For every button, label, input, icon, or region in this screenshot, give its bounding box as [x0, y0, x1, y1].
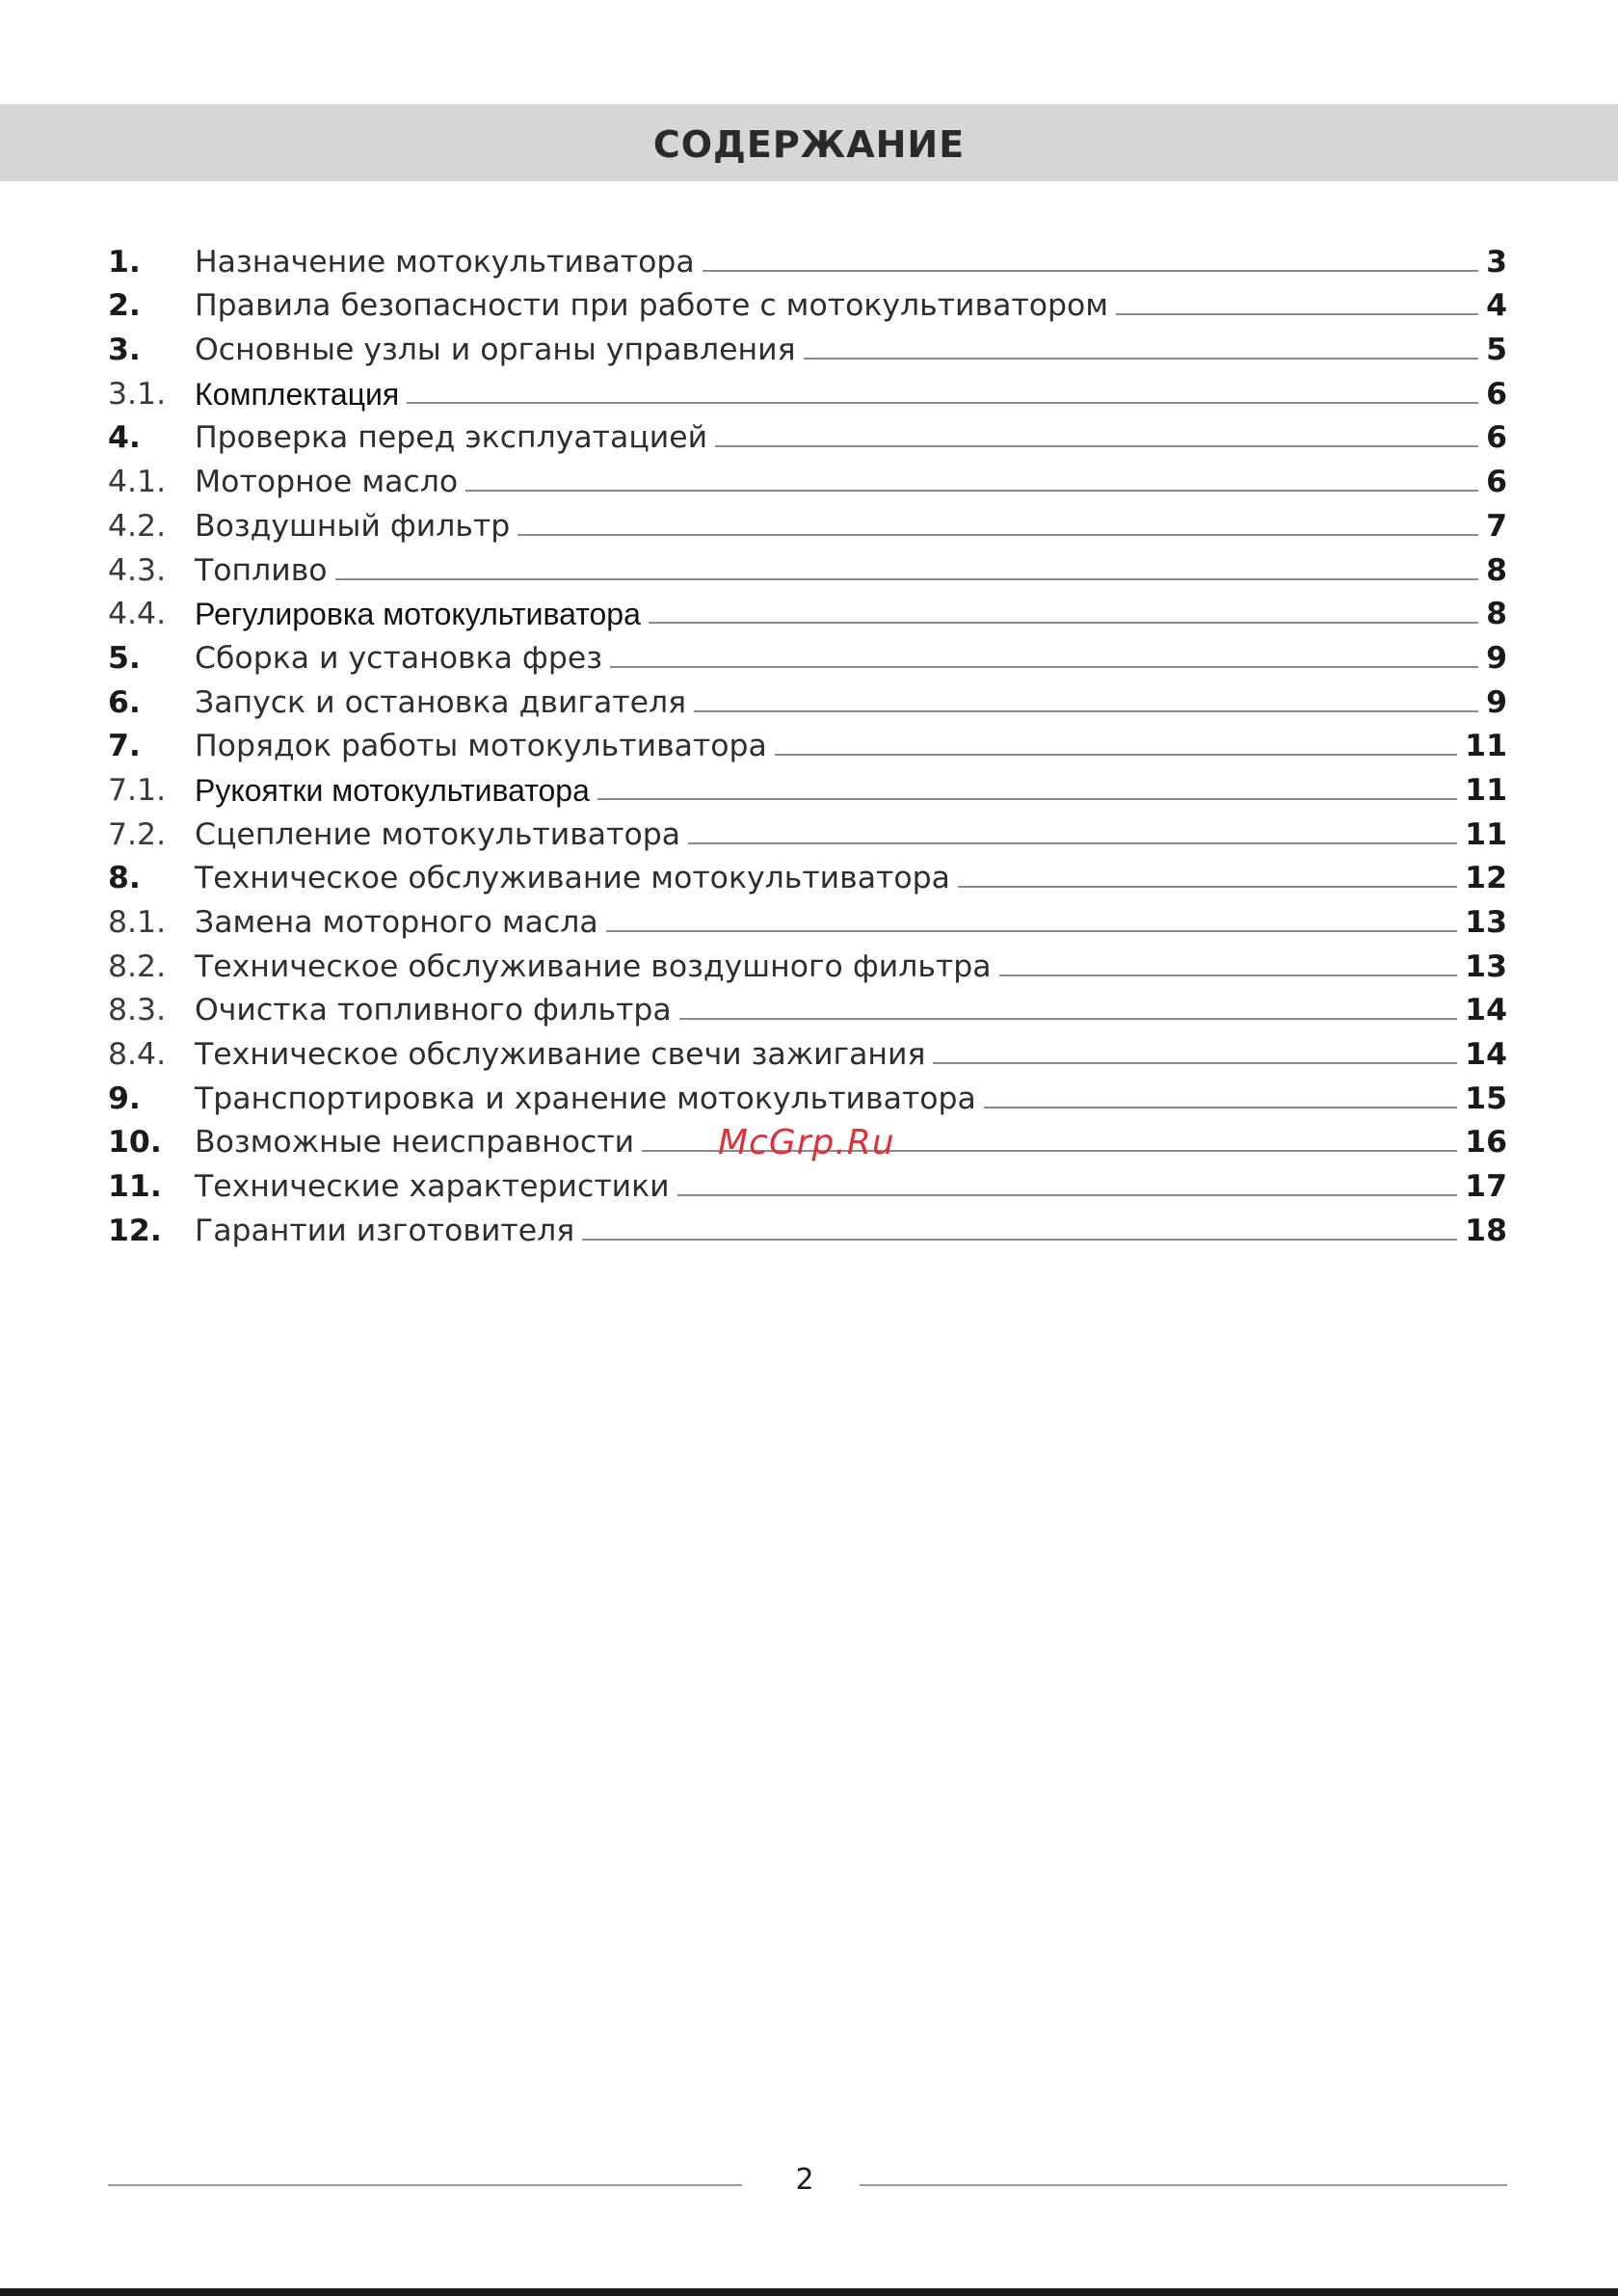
toc-entry-title: Основные узлы и органы управления	[195, 333, 796, 368]
toc-entry-number: 8.	[108, 861, 141, 896]
toc-entry[interactable]	[108, 325, 1507, 369]
toc-leader	[999, 974, 1458, 976]
toc-entry-title: Топливо	[195, 552, 328, 588]
toc-entry-number: 8.2.	[108, 948, 167, 984]
toc-leader	[703, 270, 1478, 272]
toc-leader	[933, 1062, 1457, 1064]
toc-entry[interactable]	[108, 1161, 1507, 1206]
toc-entry-number: 6.	[108, 684, 141, 720]
toc-entry-title: Запуск и остановка двигателя	[195, 684, 687, 720]
toc-entry-page: 6	[1486, 465, 1507, 500]
toc-entry[interactable]	[108, 1029, 1507, 1074]
toc-entry[interactable]	[108, 678, 1507, 722]
toc-leader	[465, 490, 1478, 492]
toc-entry-page: 9	[1486, 640, 1507, 676]
toc-entry-page: 17	[1465, 1169, 1507, 1205]
toc-entry-page: 6	[1486, 420, 1507, 456]
toc-entry-page: 7	[1486, 508, 1507, 544]
footer-rule-right	[860, 2184, 1507, 2186]
toc-entry-number: 3.1.	[108, 376, 167, 412]
toc-entry-title: Комплектация	[195, 376, 400, 412]
toc-leader	[1116, 313, 1478, 315]
toc-entry-number: 8.4.	[108, 1037, 167, 1073]
toc-entry-number: 4.3.	[108, 552, 167, 588]
toc-entry[interactable]	[108, 501, 1507, 546]
toc-entry-page: 8	[1486, 597, 1507, 632]
toc-entry-number: 8.1.	[108, 905, 167, 940]
toc-entry-title: Замена моторного масла	[195, 905, 598, 940]
toc-leader	[677, 1194, 1458, 1196]
toc-leader	[407, 402, 1478, 404]
page-number: 2	[795, 2163, 814, 2197]
toc-entry[interactable]	[108, 854, 1507, 898]
toc-entry-title: Техническое обслуживание мотокультиватора	[195, 861, 950, 896]
toc-entry-page: 6	[1486, 376, 1507, 412]
toc-entry-number: 4.2.	[108, 508, 167, 544]
toc-entry-title: Назначение мотокультиватора	[195, 244, 695, 280]
toc-entry-page: 15	[1465, 1081, 1507, 1116]
toc-entry[interactable]	[108, 633, 1507, 678]
toc-entry-title: Сцепление мотокультиватора	[195, 816, 681, 852]
toc-entry-number: 3.	[108, 333, 141, 368]
toc-entry-page: 14	[1465, 993, 1507, 1028]
header-band	[0, 104, 1618, 181]
toc-entry[interactable]	[108, 414, 1507, 458]
toc-entry-title: Рукоятки мотокультиватора	[195, 772, 590, 808]
toc-entry-title: Техническое обслуживание воздушного фильтра	[195, 948, 992, 984]
toc-entry-number: 1.	[108, 244, 141, 280]
toc-entry-number: 10.	[108, 1125, 162, 1161]
toc-entry-number: 9.	[108, 1081, 141, 1116]
toc-entry-page: 5	[1486, 333, 1507, 368]
toc-entry-page: 11	[1465, 772, 1507, 808]
toc-entry[interactable]	[108, 1074, 1507, 1118]
toc-entry-title: Правила безопасности при работе с мотокультиватором	[195, 288, 1109, 324]
toc-leader	[582, 1239, 1457, 1241]
toc-entry-page: 13	[1465, 948, 1507, 984]
toc-entry-page: 12	[1465, 861, 1507, 896]
toc-entry-title: Воздушный фильтр	[195, 508, 511, 544]
toc-entry[interactable]	[108, 722, 1507, 766]
toc-leader	[610, 666, 1478, 668]
toc-entry-title: Транспортировка и хранение мотокультиватора	[195, 1081, 976, 1116]
toc-entry-number: 7.2.	[108, 816, 167, 852]
bottom-edge-bar	[0, 2288, 1618, 2296]
toc-entry-number: 4.4.	[108, 597, 167, 632]
toc-entry-page: 9	[1486, 684, 1507, 720]
toc-leader	[984, 1107, 1457, 1108]
toc-leader	[688, 842, 1457, 844]
toc-leader	[606, 930, 1457, 932]
toc-entry-title: Порядок работы мотокультиватора	[195, 729, 767, 764]
watermark: McGrp.Ru	[718, 1123, 895, 1162]
toc-entry-page: 11	[1465, 816, 1507, 852]
toc-entry-page: 14	[1465, 1037, 1507, 1073]
toc-entry-page: 11	[1465, 729, 1507, 764]
toc-entry-title: Регулировка мотокультиватора	[195, 597, 641, 632]
toc-entry[interactable]	[108, 765, 1507, 810]
toc-entry-page: 8	[1486, 552, 1507, 588]
toc-entry[interactable]	[108, 281, 1507, 326]
toc-leader	[804, 358, 1479, 360]
page-title: СОДЕРЖАНИЕ	[652, 123, 966, 166]
toc-entry-page: 16	[1465, 1125, 1507, 1161]
toc-leader	[597, 798, 1457, 800]
toc-entry-number: 7.	[108, 729, 141, 764]
table-of-contents	[108, 237, 1507, 1250]
toc-leader	[649, 622, 1478, 624]
toc-entry[interactable]	[108, 897, 1507, 942]
toc-entry-title: Техническое обслуживание свечи зажигания	[195, 1037, 926, 1073]
toc-entry-title: Очистка топливного фильтра	[195, 993, 672, 1028]
toc-entry-title: Технические характеристики	[195, 1169, 670, 1205]
toc-entry-title: Проверка перед эксплуатацией	[195, 420, 708, 456]
toc-entry-title: Возможные неисправности	[195, 1125, 635, 1161]
toc-entry-number: 4.1.	[108, 465, 167, 500]
toc-entry-number: 12.	[108, 1213, 162, 1248]
toc-leader	[715, 445, 1478, 447]
toc-entry[interactable]	[108, 986, 1507, 1030]
toc-entry[interactable]	[108, 590, 1507, 634]
toc-entry-number: 11.	[108, 1169, 162, 1205]
toc-entry-number: 7.1.	[108, 772, 167, 808]
toc-leader	[775, 754, 1457, 756]
toc-entry-page: 13	[1465, 905, 1507, 940]
toc-entry[interactable]	[108, 457, 1507, 501]
toc-leader	[694, 710, 1478, 712]
toc-entry-number: 5.	[108, 640, 141, 676]
toc-leader	[958, 886, 1457, 888]
toc-entry[interactable]	[108, 1206, 1507, 1250]
toc-entry[interactable]	[108, 546, 1507, 590]
toc-leader	[679, 1018, 1457, 1020]
toc-entry[interactable]	[108, 237, 1507, 281]
toc-entry-page: 4	[1486, 288, 1507, 324]
toc-entry-title: Гарантии изготовителя	[195, 1213, 575, 1248]
toc-entry-page: 3	[1486, 244, 1507, 280]
toc-entry-number: 8.3.	[108, 993, 167, 1028]
toc-entry-title: Сборка и установка фрез	[195, 640, 602, 676]
toc-entry-title: Моторное масло	[195, 465, 459, 500]
toc-leader	[335, 578, 1479, 580]
footer-rule-left	[108, 2184, 742, 2186]
toc-entry[interactable]	[108, 942, 1507, 986]
toc-entry-number: 2.	[108, 288, 141, 324]
toc-entry-page: 18	[1465, 1213, 1507, 1248]
toc-entry[interactable]	[108, 810, 1507, 854]
toc-leader	[517, 534, 1478, 536]
toc-entry-number: 4.	[108, 420, 141, 456]
toc-entry[interactable]	[108, 369, 1507, 414]
